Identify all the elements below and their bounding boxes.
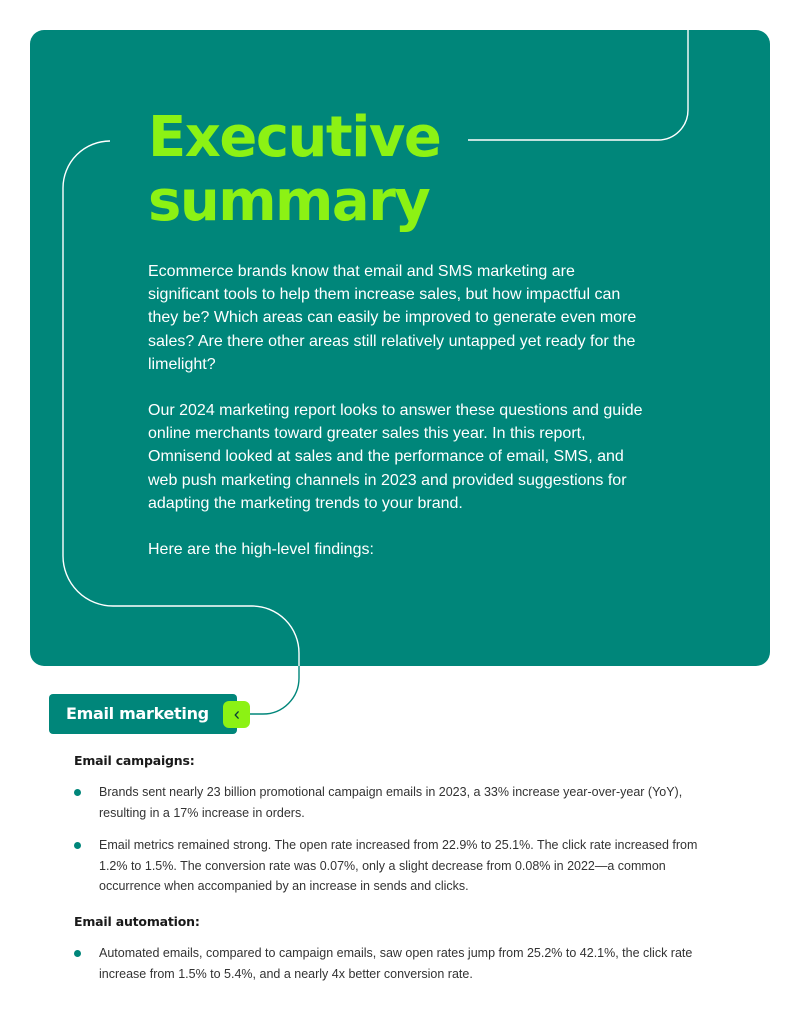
subheading-email-campaigns: Email campaigns:: [74, 753, 195, 768]
bullet-dot: [74, 842, 81, 849]
email-campaigns-list: [74, 782, 724, 909]
chevron-left-icon: [232, 710, 242, 720]
title-line-1: Executive: [148, 105, 441, 170]
bullet-dot: [74, 950, 81, 957]
bullet-dot: [74, 789, 81, 796]
intro-paragraph: Our 2024 marketing report looks to answer these questions and guide online merchants toward greater sales this year. In this report, Omnisend looked at sales and the performance of email, SMS, and web push marketing channels in 2023 and provided suggestions for adapting the marketing trends to your brand.: [148, 402, 643, 512]
collapse-button[interactable]: [223, 701, 250, 728]
list-item: [74, 835, 724, 897]
list-item: [74, 943, 724, 984]
email-automation-list: [74, 943, 724, 996]
list-item-text: Brands sent nearly 23 billion promotional campaign emails in 2023, a 33% increase year-over-year (YoY), resulting in a 17% increase in orders.: [99, 785, 683, 820]
list-item-text: Automated emails, compared to campaign emails, saw open rates jump from 25.2% to 42.1%, the click rate increase from 1.5% to 5.4%, and a nearly 4x better conversion rate.: [99, 946, 693, 981]
list-item-text: Email metrics remained strong. The open rate increased from 22.9% to 25.1%. The click rate increased from 1.2% to 1.5%. The conversion rate was 0.07%, only a slight decrease from 0.08% in 2022—a common occurrence when accompanied by an increase in sends and clicks.: [99, 838, 698, 893]
intro-text: [148, 260, 648, 584]
list-item: [74, 782, 724, 823]
page-title: [148, 106, 440, 234]
section-tab-label: Email marketing: [66, 704, 209, 723]
subheading-email-automation: Email automation:: [74, 914, 200, 929]
intro-paragraph: Ecommerce brands know that email and SMS marketing are significant tools to help them increase sales, but how impactful can they be? Which areas can easily be improved to generate even more sales? Are there other areas still relatively untapped yet ready for the limelight?: [148, 263, 637, 373]
section-tab-email-marketing: [49, 694, 237, 734]
title-line-2: summary: [148, 169, 430, 234]
intro-paragraph: Here are the high-level findings:: [148, 541, 374, 559]
